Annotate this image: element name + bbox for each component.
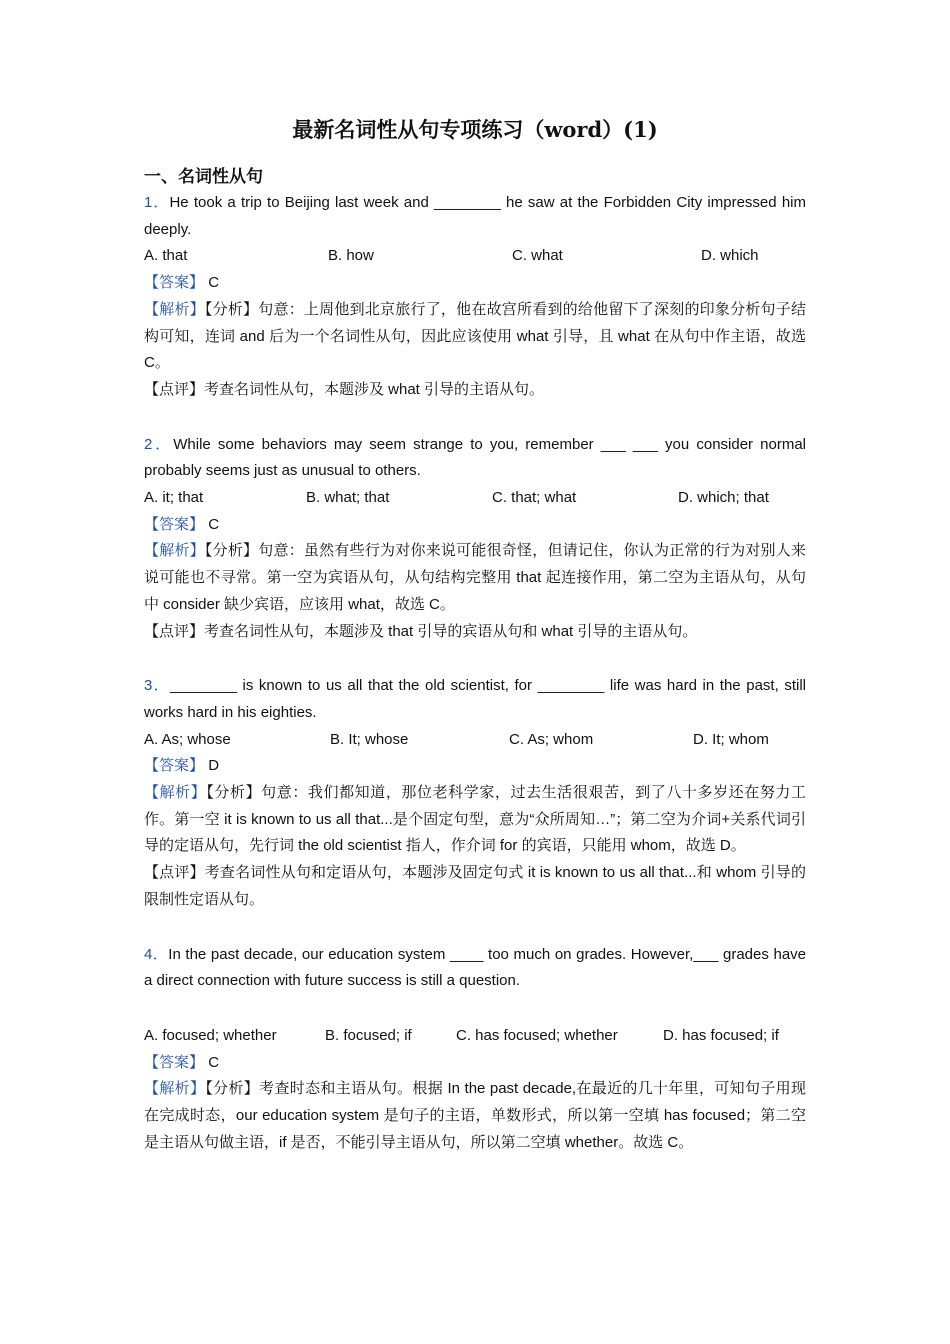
analysis: 【解析】【分析】句意：我们都知道，那位老科学家，过去生活很艰苦，到了八十多岁还在努力工作。第一空 it is known to us all that...是个固定句型，意为“众所周知…”；第二空为介词+关系代词引导的定语从句，先行词 the old scientist 指人，作介词 for 的宾语，只能用 whom，故选 D。 [144,784,806,855]
analysis-tag: 【解析】 [144,300,205,318]
question-number: 1． [144,194,170,211]
question-number: 4． [144,945,169,963]
option-d: D. which [701,247,759,265]
answer-value: C [208,1053,220,1071]
comment: 【点评】考查名词性从句，本题涉及 what 引导的主语从句。 [144,380,545,398]
options-row [144,727,806,754]
option-b: B. how [328,247,374,265]
option-a: A. As; whose [144,730,231,748]
answer-tag: 【答案】 [144,1053,205,1071]
option-c: C. As; whom [509,730,594,748]
answer-line [144,270,806,297]
option-d: D. which; that [678,489,769,507]
comment: 【点评】考查名词性从句，本题涉及 that 引导的宾语从句和 what 引导的主语从句。 [144,622,698,640]
question-stem: 1．He took a trip to Beijing last week and ________ he saw at the Forbidden City impressed him deeply. [144,194,806,238]
analysis-tag: 【解析】 [144,1080,206,1098]
answer-line [144,753,806,780]
question-4 [144,942,806,1157]
options-row [144,1023,806,1050]
options-row [144,243,806,270]
option-c: C. has focused; whether [456,1026,618,1044]
answer-tag: 【答案】 [144,274,205,292]
answer-line [144,1050,806,1077]
option-d: D. has focused; if [663,1026,779,1044]
option-a: A. focused; whether [144,1026,277,1044]
question-stem: 3．________ is known to us all that the old scientist, for ________ life was hard in the past, still works hard in his eighties. [144,677,806,721]
section-heading: 一、名词性从句 [144,167,263,186]
question-number: 2． [144,435,174,453]
answer-line [144,512,806,539]
answer-tag: 【答案】 [144,757,205,775]
document-title: 最新名词性从句专项练习（word）(1) [292,117,658,142]
option-a: A. it; that [144,489,204,507]
comment: 【点评】考查名词性从句和定语从句，本题涉及固定句式 it is known to us all that...和 whom 引导的限制性定语从句。 [144,864,806,908]
analysis: 【解析】【分析】考查时态和主语从句。根据 In the past decade,在最近的几十年里，可知句子用现在完成时态，our education system 是句子的主语，单数形式，所以第一空填 has focused；第二空是主语从句做主语，if 是否，不能引导主语从句，所以第二空填 whether。故选 C。 [144,1080,806,1151]
option-a: A. that [144,247,188,265]
analysis: 【解析】【分析】句意：虽然有些行为对你来说可能很奇怪，但请记住，你认为正常的行为对别人来说可能也不寻常。第一空为宾语从句，从句结构完整用 that 起连接作用，第二空为主语从句，从句中 consider 缺少宾语，应该用 what，故选 C。 [144,542,806,613]
options-row [144,485,806,512]
option-d: D. It; whom [693,730,769,748]
option-c: C. what [512,247,563,265]
analysis: 【解析】【分析】句意：上周他到北京旅行了，他在故宫所看到的给他留下了深刻的印象分析句子结构可知，连词 and 后为一个名词性从句，因此应该使用 what 引导，且 what 在从句中作主语，故选 C。 [144,300,806,372]
answer-value: C [208,274,220,292]
question-stem: 4．In the past decade, our education system ____ too much on grades. However,___ grades have a direct connection with future success is still a question. [144,945,806,990]
option-b: B. focused; if [325,1026,412,1044]
question-stem: 2．While some behaviors may seem strange to you, remember ___ ___ you consider normal probably seems just as unusual to others. [144,435,807,480]
answer-value: D [208,757,220,775]
option-b: B. It; whose [330,730,409,748]
answer-tag: 【答案】 [144,515,205,533]
document-body [144,164,806,1157]
question-2 [144,432,806,646]
option-b: B. what; that [306,489,390,507]
question-1 [144,190,806,404]
question-number: 3． [144,677,171,695]
answer-value: C [208,515,220,533]
question-3 [144,673,806,913]
analysis-tag: 【解析】 [144,784,207,802]
option-c: C. that; what [492,489,577,507]
analysis-tag: 【解析】 [144,542,205,560]
